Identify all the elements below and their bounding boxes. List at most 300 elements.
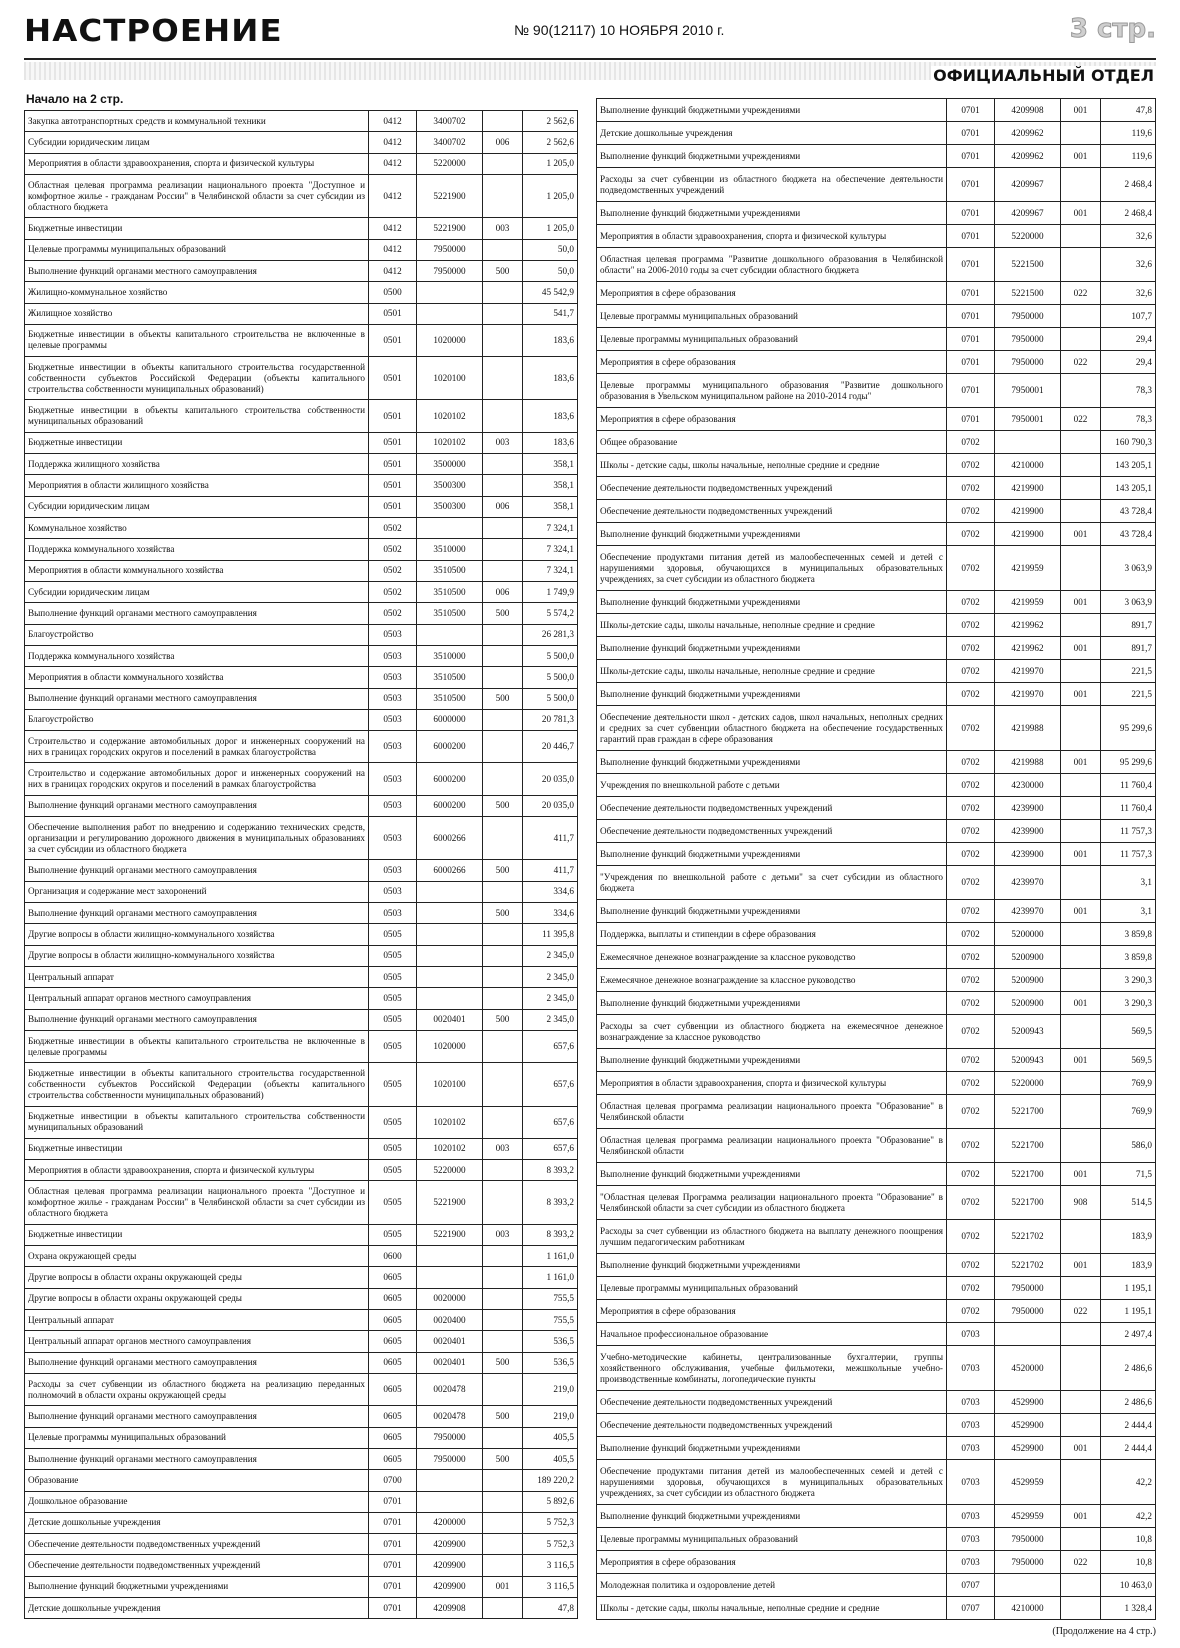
expense-type bbox=[483, 539, 523, 559]
section-code: 0702 bbox=[947, 1095, 995, 1128]
amount: 3 063,9 bbox=[1101, 546, 1156, 590]
expense-type bbox=[1061, 946, 1101, 968]
section-code: 0412 bbox=[369, 240, 417, 260]
section-code: 0501 bbox=[369, 497, 417, 517]
section-code: 0702 bbox=[947, 843, 995, 865]
expense-name: Обеспечение деятельности подведомственных учреждений bbox=[25, 1555, 369, 1575]
expense-name: Закупка автотранспортных средств и коммунальной техники bbox=[25, 111, 369, 131]
expense-name: Благоустройство bbox=[25, 710, 369, 730]
target-code: 5200000 bbox=[995, 923, 1061, 945]
expense-name: Детские дошкольные учреждения bbox=[597, 122, 947, 144]
amount: 95 299,6 bbox=[1101, 751, 1156, 773]
target-code: 5221700 bbox=[995, 1129, 1061, 1162]
table-row bbox=[25, 731, 578, 763]
expense-type bbox=[483, 175, 523, 217]
expense-name: Мероприятия в сфере образования bbox=[597, 408, 947, 430]
expense-name: Выполнение функций органами местного самоуправления bbox=[25, 903, 369, 923]
expense-type bbox=[483, 1063, 523, 1105]
expense-type bbox=[483, 357, 523, 399]
target-code: 5200900 bbox=[995, 946, 1061, 968]
target-code: 0020401 bbox=[417, 1010, 483, 1030]
section-code: 0701 bbox=[947, 374, 995, 407]
section-code: 0701 bbox=[369, 1577, 417, 1597]
table-row bbox=[25, 1331, 578, 1352]
expense-name: Благоустройство bbox=[25, 625, 369, 645]
expense-type bbox=[1061, 923, 1101, 945]
amount: 755,5 bbox=[523, 1289, 578, 1309]
section-code: 0703 bbox=[947, 1460, 995, 1504]
expense-name: Обеспечение продуктами питания детей из малообеспеченных семей и детей с нарушениями здоровья, обучающихся в муниципальных образовательных учреждениях, за счет субсидии из областного бюджета bbox=[597, 1460, 947, 1504]
section-code: 0503 bbox=[369, 817, 417, 859]
table-row bbox=[597, 202, 1156, 225]
section-code: 0503 bbox=[369, 731, 417, 762]
section-code: 0701 bbox=[947, 99, 995, 121]
amount: 183,6 bbox=[523, 357, 578, 399]
table-row bbox=[597, 1163, 1156, 1186]
expense-name: Выполнение функций органами местного самоуправления bbox=[25, 796, 369, 816]
table-row bbox=[25, 1406, 578, 1427]
expense-type: 001 bbox=[1061, 1049, 1101, 1071]
table-row bbox=[25, 582, 578, 603]
amount: 3 859,8 bbox=[1101, 923, 1156, 945]
expense-name: Расходы за счет субвенции из областного бюджета на выплату денежного поощрения лучшим педагогическим работникам bbox=[597, 1220, 947, 1253]
section-code: 0605 bbox=[369, 1331, 417, 1351]
expense-type bbox=[1061, 1095, 1101, 1128]
expense-name: Учреждения по внешкольной работе с детьми bbox=[597, 774, 947, 796]
amount: 2 562,6 bbox=[523, 111, 578, 131]
expense-type bbox=[483, 817, 523, 859]
table-row bbox=[25, 132, 578, 153]
section-code: 0605 bbox=[369, 1353, 417, 1373]
table-row bbox=[597, 637, 1156, 660]
expense-type bbox=[483, 454, 523, 474]
expense-type: 001 bbox=[1061, 523, 1101, 545]
expense-name: Мероприятия в области здравоохранения, спорта и физической культуры bbox=[597, 225, 947, 247]
target-code: 6000266 bbox=[417, 860, 483, 880]
target-code: 4529900 bbox=[995, 1391, 1061, 1413]
target-code: 7950000 bbox=[995, 1551, 1061, 1573]
expense-name: Учебно-методические кабинеты, централизованные бухгалтерии, группы хозяйственного обслуживания, учебные фильмотеки, межшкольные учебно-производственные комбинаты, логопедические пункты bbox=[597, 1346, 947, 1390]
expense-name: Обеспечение продуктами питания детей из малообеспеченных семей и детей с нарушениями здоровья, обучающихся в муниципальных образовательных учреждениях, за счет субсидии из областного бюджета bbox=[597, 546, 947, 590]
amount: 43 728,4 bbox=[1101, 523, 1156, 545]
expense-name: Выполнение функций бюджетными учреждениями bbox=[597, 202, 947, 224]
section-code: 0702 bbox=[947, 1072, 995, 1094]
section-code: 0412 bbox=[369, 175, 417, 217]
section-code: 0502 bbox=[369, 561, 417, 581]
section-code: 0505 bbox=[369, 924, 417, 944]
amount: 2 486,6 bbox=[1101, 1391, 1156, 1413]
amount: 569,5 bbox=[1101, 1015, 1156, 1048]
section-code: 0701 bbox=[947, 351, 995, 373]
amount: 657,6 bbox=[523, 1139, 578, 1159]
target-code: 1020102 bbox=[417, 1107, 483, 1138]
expense-type bbox=[483, 1267, 523, 1287]
target-code: 3400702 bbox=[417, 111, 483, 131]
table-row bbox=[597, 248, 1156, 282]
expense-type bbox=[1061, 500, 1101, 522]
target-code: 5200943 bbox=[995, 1015, 1061, 1048]
table-row bbox=[597, 591, 1156, 614]
table-row bbox=[597, 969, 1156, 992]
expense-name: Расходы за счет субвенции из областного бюджета на ежемесячное денежное вознаграждение за классное руководство bbox=[597, 1015, 947, 1048]
table-row bbox=[597, 1528, 1156, 1551]
expense-type bbox=[483, 1246, 523, 1266]
table-row bbox=[25, 603, 578, 624]
table-row bbox=[597, 408, 1156, 431]
expense-name: Субсидии юридическим лицам bbox=[25, 582, 369, 602]
expense-type bbox=[1061, 248, 1101, 281]
expense-type: 500 bbox=[483, 1010, 523, 1030]
expense-name: Бюджетные инвестиции в объекты капитального строительства государственной собственности субъектов Российской Федерации (объекты капитального строительства собственности муниципальных образований) bbox=[25, 1063, 369, 1105]
amount: 183,9 bbox=[1101, 1254, 1156, 1276]
section-code: 0703 bbox=[947, 1437, 995, 1459]
amount: 2 468,4 bbox=[1101, 202, 1156, 224]
target-code: 5221702 bbox=[995, 1220, 1061, 1253]
target-code: 7950000 bbox=[995, 1300, 1061, 1322]
expense-type bbox=[483, 561, 523, 581]
expense-type bbox=[483, 646, 523, 666]
expense-name: Целевые программы муниципального образования "Развитие дошкольного образования в Увельском муниципальном районе на 2010-2014 годы" bbox=[597, 374, 947, 407]
amount: 183,6 bbox=[523, 433, 578, 453]
section-code: 0701 bbox=[947, 408, 995, 430]
amount: 2 486,6 bbox=[1101, 1346, 1156, 1390]
expense-name: Обеспечение деятельности подведомственных учреждений bbox=[597, 820, 947, 842]
target-code bbox=[417, 1492, 483, 1512]
amount: 78,3 bbox=[1101, 374, 1156, 407]
table-row bbox=[597, 900, 1156, 923]
target-code: 4529900 bbox=[995, 1414, 1061, 1436]
expense-type bbox=[1061, 797, 1101, 819]
target-code: 7950000 bbox=[995, 1528, 1061, 1550]
target-code: 3500000 bbox=[417, 454, 483, 474]
target-code: 4239900 bbox=[995, 820, 1061, 842]
amount: 358,1 bbox=[523, 497, 578, 517]
target-code: 1020102 bbox=[417, 1139, 483, 1159]
section-code: 0600 bbox=[369, 1246, 417, 1266]
section-code: 0702 bbox=[947, 900, 995, 922]
table-row bbox=[25, 325, 578, 357]
section-code: 0505 bbox=[369, 1160, 417, 1180]
section-code: 0502 bbox=[369, 539, 417, 559]
section-code: 0703 bbox=[947, 1551, 995, 1573]
expense-type: 022 bbox=[1061, 351, 1101, 373]
section-code: 0505 bbox=[369, 1010, 417, 1030]
amount: 657,6 bbox=[523, 1063, 578, 1105]
target-code: 5221700 bbox=[995, 1095, 1061, 1128]
section-code: 0505 bbox=[369, 988, 417, 1008]
amount: 769,9 bbox=[1101, 1072, 1156, 1094]
expense-name: Школы - детские сады, школы начальные, неполные средние и средние bbox=[597, 454, 947, 476]
section-code: 0605 bbox=[369, 1428, 417, 1448]
target-code: 4219988 bbox=[995, 706, 1061, 750]
section-code: 0503 bbox=[369, 860, 417, 880]
amount: 10,8 bbox=[1101, 1528, 1156, 1550]
target-code: 0020478 bbox=[417, 1374, 483, 1405]
section-code: 0702 bbox=[947, 969, 995, 991]
expense-type: 500 bbox=[483, 603, 523, 623]
expense-name: Субсидии юридическим лицам bbox=[25, 132, 369, 152]
expense-name: Поддержка жилищного хозяйства bbox=[25, 454, 369, 474]
continued-to-note: (Продолжение на 4 стр.) bbox=[1052, 1626, 1156, 1637]
expense-type bbox=[483, 475, 523, 495]
expense-name: Выполнение функций бюджетными учреждениями bbox=[597, 1505, 947, 1527]
table-row bbox=[597, 797, 1156, 820]
expense-type: 001 bbox=[1061, 145, 1101, 167]
section-code: 0702 bbox=[947, 500, 995, 522]
section-code: 0505 bbox=[369, 1063, 417, 1105]
expense-name: Обеспечение деятельности подведомственных учреждений bbox=[597, 1391, 947, 1413]
amount: 405,5 bbox=[523, 1428, 578, 1448]
expense-type: 500 bbox=[483, 796, 523, 816]
expense-name: Областная целевая программа реализации национального проекта "Доступное и комфортное жилье - гражданам России" в Челябинской области за счет субсидии из областного бюджета bbox=[25, 175, 369, 217]
section-code: 0701 bbox=[369, 1492, 417, 1512]
expense-name: Выполнение функций бюджетными учреждениями bbox=[597, 843, 947, 865]
target-code: 3510500 bbox=[417, 561, 483, 581]
section-code: 0503 bbox=[369, 667, 417, 687]
expense-type bbox=[1061, 774, 1101, 796]
expense-name: Бюджетные инвестиции в объекты капитального строительства не включенные в целевые программы bbox=[25, 325, 369, 356]
expense-name: Школы - детские сады, школы начальные, неполные средние и средние bbox=[597, 1597, 947, 1619]
section-code: 0701 bbox=[947, 328, 995, 350]
expense-type bbox=[483, 924, 523, 944]
table-row bbox=[25, 154, 578, 175]
amount: 10,8 bbox=[1101, 1551, 1156, 1573]
expense-name: Школы-детские сады, школы начальные, неполные средние и средние bbox=[597, 614, 947, 636]
target-code: 3510000 bbox=[417, 646, 483, 666]
table-row bbox=[597, 1437, 1156, 1460]
section-code: 0702 bbox=[947, 523, 995, 545]
table-row bbox=[25, 796, 578, 817]
table-row bbox=[25, 1598, 578, 1619]
amount: 334,6 bbox=[523, 903, 578, 923]
target-code: 7950000 bbox=[417, 240, 483, 260]
table-row bbox=[25, 475, 578, 496]
expense-type: 022 bbox=[1061, 1551, 1101, 1573]
table-row bbox=[597, 1346, 1156, 1391]
expense-type: 006 bbox=[483, 497, 523, 517]
target-code: 4219988 bbox=[995, 751, 1061, 773]
section-code: 0702 bbox=[947, 1277, 995, 1299]
amount: 45 542,9 bbox=[523, 282, 578, 302]
expense-type bbox=[1061, 1220, 1101, 1253]
section-code: 0505 bbox=[369, 1181, 417, 1223]
expense-type bbox=[1061, 969, 1101, 991]
table-row bbox=[597, 374, 1156, 408]
expense-type bbox=[483, 710, 523, 730]
expense-name: Мероприятия в области здравоохранения, спорта и физической культуры bbox=[25, 154, 369, 174]
amount: 11 757,3 bbox=[1101, 820, 1156, 842]
expense-type bbox=[483, 988, 523, 1008]
expense-name: Выполнение функций бюджетными учреждениями bbox=[597, 1437, 947, 1459]
section-code: 0605 bbox=[369, 1267, 417, 1287]
expense-type bbox=[483, 1160, 523, 1180]
section-code: 0701 bbox=[369, 1513, 417, 1533]
table-row bbox=[25, 1107, 578, 1139]
amount: 2 444,4 bbox=[1101, 1414, 1156, 1436]
expense-type bbox=[483, 882, 523, 902]
expense-name: Бюджетные инвестиции bbox=[25, 1139, 369, 1159]
target-code: 4209962 bbox=[995, 145, 1061, 167]
expense-type bbox=[483, 518, 523, 538]
table-row bbox=[597, 683, 1156, 706]
expense-name: Целевые программы муниципальных образований bbox=[597, 1277, 947, 1299]
amount: 7 324,1 bbox=[523, 539, 578, 559]
expense-type bbox=[483, 1331, 523, 1351]
expense-name: Выполнение функций органами местного самоуправления bbox=[25, 1353, 369, 1373]
expense-name: Другие вопросы в области охраны окружающей среды bbox=[25, 1267, 369, 1287]
expense-type bbox=[483, 763, 523, 794]
expense-type bbox=[483, 946, 523, 966]
table-row bbox=[25, 561, 578, 582]
expense-name: Другие вопросы в области жилищно-коммунального хозяйства bbox=[25, 946, 369, 966]
expense-type: 001 bbox=[483, 1577, 523, 1597]
table-row bbox=[597, 1505, 1156, 1528]
amount: 2 468,4 bbox=[1101, 168, 1156, 201]
expense-name: Целевые программы муниципальных образований bbox=[597, 1528, 947, 1550]
table-row bbox=[25, 1428, 578, 1449]
expense-type: 001 bbox=[1061, 591, 1101, 613]
section-code: 0701 bbox=[947, 305, 995, 327]
expense-type bbox=[1061, 1414, 1101, 1436]
expense-name: Коммунальное хозяйство bbox=[25, 518, 369, 538]
expense-name: Обеспечение деятельности школ - детских садов, школ начальных, неполных средних и средних за счет субвенции областного бюджета на обеспечение государственных гарантий прав граждан в сфере образования bbox=[597, 706, 947, 750]
target-code: 4209908 bbox=[417, 1598, 483, 1618]
expense-name: Центральный аппарат органов местного самоуправления bbox=[25, 1331, 369, 1351]
expense-type: 001 bbox=[1061, 1254, 1101, 1276]
page-number: 3 стр. bbox=[1069, 14, 1156, 44]
amount: 107,7 bbox=[1101, 305, 1156, 327]
table-row bbox=[25, 710, 578, 731]
section-code: 0501 bbox=[369, 433, 417, 453]
amount: 1 205,0 bbox=[523, 218, 578, 238]
expense-type: 003 bbox=[483, 1225, 523, 1245]
section-code: 0605 bbox=[369, 1374, 417, 1405]
expense-type bbox=[483, 304, 523, 324]
expense-name: Другие вопросы в области охраны окружающей среды bbox=[25, 1289, 369, 1309]
expense-type: 500 bbox=[483, 1353, 523, 1373]
section-code: 0702 bbox=[947, 477, 995, 499]
expense-name: Школы-детские сады, школы начальные, неполные средние и средние bbox=[597, 660, 947, 682]
amount: 183,6 bbox=[523, 325, 578, 356]
table-row bbox=[25, 1513, 578, 1534]
expense-type bbox=[483, 1428, 523, 1448]
section-code: 0702 bbox=[947, 614, 995, 636]
table-row bbox=[597, 477, 1156, 500]
target-code: 5221700 bbox=[995, 1186, 1061, 1219]
target-code: 4219970 bbox=[995, 683, 1061, 705]
expense-name: Охрана окружающей среды bbox=[25, 1246, 369, 1266]
expense-name: Обеспечение деятельности подведомственных учреждений bbox=[597, 500, 947, 522]
table-row bbox=[597, 1095, 1156, 1129]
table-row bbox=[25, 625, 578, 646]
target-code: 3400702 bbox=[417, 132, 483, 152]
expense-type: 001 bbox=[1061, 202, 1101, 224]
expense-name: Обеспечение выполнения работ по внедрению и содержанию технических средств, организации и регулированию дорожного движения в муниципальных образованиях за счет субсидии из областного бюджета bbox=[25, 817, 369, 859]
table-row bbox=[597, 706, 1156, 751]
target-code: 3510000 bbox=[417, 539, 483, 559]
amount: 221,5 bbox=[1101, 683, 1156, 705]
target-code bbox=[417, 903, 483, 923]
expense-name: Целевые программы муниципальных образований bbox=[597, 305, 947, 327]
expense-type bbox=[483, 1534, 523, 1554]
expense-type bbox=[483, 1107, 523, 1138]
target-code: 6000000 bbox=[417, 710, 483, 730]
target-code: 7950001 bbox=[995, 408, 1061, 430]
table-row bbox=[25, 1577, 578, 1598]
section-code: 0702 bbox=[947, 1163, 995, 1185]
target-code: 5200943 bbox=[995, 1049, 1061, 1071]
amount: 29,4 bbox=[1101, 328, 1156, 350]
table-row bbox=[597, 500, 1156, 523]
section-code: 0702 bbox=[947, 637, 995, 659]
expense-name: Выполнение функций органами местного самоуправления bbox=[25, 603, 369, 623]
table-row bbox=[597, 1597, 1156, 1620]
expense-name: Ежемесячное денежное вознаграждение за классное руководство bbox=[597, 946, 947, 968]
table-row bbox=[25, 1031, 578, 1063]
amount: 143 205,1 bbox=[1101, 477, 1156, 499]
expense-type bbox=[1061, 477, 1101, 499]
expense-name: Выполнение функций бюджетными учреждениями bbox=[597, 992, 947, 1014]
section-code: 0412 bbox=[369, 261, 417, 281]
section-code: 0505 bbox=[369, 1225, 417, 1245]
expense-type bbox=[1061, 1129, 1101, 1162]
expense-type bbox=[1061, 328, 1101, 350]
table-row bbox=[597, 820, 1156, 843]
expense-type: 022 bbox=[1061, 1300, 1101, 1322]
expense-type: 500 bbox=[483, 689, 523, 709]
section-code: 0701 bbox=[947, 225, 995, 247]
expense-name: Жилищно-коммунальное хозяйство bbox=[25, 282, 369, 302]
target-code: 1020102 bbox=[417, 433, 483, 453]
target-code: 4209967 bbox=[995, 202, 1061, 224]
expense-name: Субсидии юридическим лицам bbox=[25, 497, 369, 517]
expense-type: 022 bbox=[1061, 408, 1101, 430]
amount: 334,6 bbox=[523, 882, 578, 902]
expense-name: Другие вопросы в области жилищно-коммунального хозяйства bbox=[25, 924, 369, 944]
expense-type: 500 bbox=[483, 903, 523, 923]
section-code: 0702 bbox=[947, 797, 995, 819]
section-code: 0701 bbox=[369, 1555, 417, 1575]
target-code: 5221702 bbox=[995, 1254, 1061, 1276]
expense-name: Бюджетные инвестиции в объекты капитального строительства собственности муниципальных образований bbox=[25, 400, 369, 431]
section-code: 0702 bbox=[947, 1254, 995, 1276]
expense-type: 006 bbox=[483, 132, 523, 152]
expense-name: Выполнение функций бюджетными учреждениями bbox=[597, 1049, 947, 1071]
expense-type: 001 bbox=[1061, 683, 1101, 705]
section-code: 0702 bbox=[947, 454, 995, 476]
target-code: 6000200 bbox=[417, 731, 483, 762]
amount: 536,5 bbox=[523, 1353, 578, 1373]
expense-type: 001 bbox=[1061, 843, 1101, 865]
amount: 358,1 bbox=[523, 454, 578, 474]
expense-type bbox=[483, 1492, 523, 1512]
table-row bbox=[597, 1460, 1156, 1505]
expense-name: "Областная целевая Программа реализации национального проекта "Образование" в Челябинской области за счет субсидии из областного бюджета bbox=[597, 1186, 947, 1219]
table-row bbox=[25, 882, 578, 903]
amount: 769,9 bbox=[1101, 1095, 1156, 1128]
amount: 183,9 bbox=[1101, 1220, 1156, 1253]
section-code: 0703 bbox=[947, 1528, 995, 1550]
table-row bbox=[597, 454, 1156, 477]
expense-name: Дошкольное образование bbox=[25, 1492, 369, 1512]
amount: 10 463,0 bbox=[1101, 1574, 1156, 1596]
table-row bbox=[597, 843, 1156, 866]
section-code: 0701 bbox=[369, 1598, 417, 1618]
table-row bbox=[25, 1470, 578, 1491]
expense-name: Областная целевая программа реализации национального проекта "Образование" в Челябинской области bbox=[597, 1129, 947, 1162]
section-code: 0702 bbox=[947, 946, 995, 968]
target-code: 4239970 bbox=[995, 900, 1061, 922]
